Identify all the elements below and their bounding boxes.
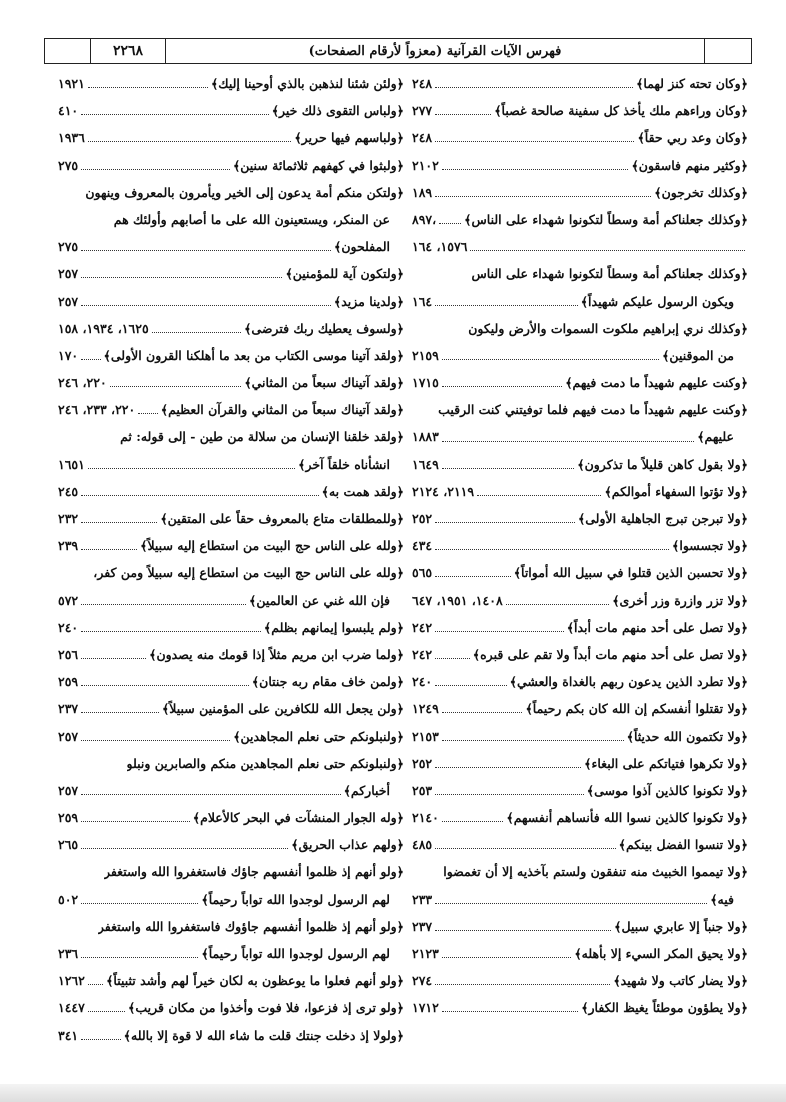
index-entry	[412, 858, 748, 912]
dot-leader	[138, 413, 158, 414]
verse-text: ﴿ولباسهم فيها حرير﴾	[294, 130, 404, 146]
verse-text: ﴿ولباس التقوى ذلك خير﴾	[271, 103, 404, 119]
verse-text: ﴿ولا جنباً إلا عابري سبيل﴾	[614, 918, 748, 934]
page-reference: ٢٤٥	[58, 483, 79, 499]
dot-leader	[442, 169, 629, 170]
page-reference: ٢٣٢	[58, 511, 79, 526]
index-entry	[58, 695, 404, 722]
index-entry	[58, 750, 404, 804]
verse-text: ﴿ولا تطرد الذين يدعون ربهم بالغداة والعشي﴾	[509, 674, 748, 690]
index-entry	[412, 233, 748, 260]
verse-text: ﴿ولا تقتلوا أنفسكم إن الله كان بكم رحيماً﴾	[525, 701, 748, 717]
dot-leader	[81, 359, 100, 360]
dot-leader	[88, 984, 103, 985]
page-title: فهرس الآيات القرآنية (معزواً لأرقام الصفحات)	[166, 39, 705, 63]
dot-leader	[435, 930, 611, 931]
dot-leader	[81, 957, 198, 958]
dot-leader	[442, 359, 659, 360]
index-entry	[58, 315, 404, 342]
verse-text: ﴿ولتكون آية للمؤمنين﴾	[285, 266, 404, 282]
dot-leader	[442, 441, 694, 442]
page-reference: ٨٩٧،	[412, 211, 437, 227]
index-entry	[58, 1022, 404, 1049]
index-entry	[58, 342, 404, 369]
dot-leader	[442, 468, 574, 469]
verse-text: ﴿وكان تحته كنز لهما﴾	[636, 76, 748, 91]
index-entry	[58, 260, 404, 287]
verse-text: ﴿ولسوف يعطيك ربك فترضى﴾	[244, 320, 404, 336]
index-entry	[58, 532, 404, 559]
dot-leader	[81, 114, 269, 115]
verse-text: ﴿ولنبلونكم حتى نعلم المجاهدين منكم والصابرين ونبلو	[126, 755, 404, 771]
index-entry	[58, 994, 404, 1021]
page-reference: ٢٥٧	[58, 728, 79, 744]
verse-text: ﴿ولا تزر وازرة وزر أخرى﴾	[612, 592, 748, 608]
verse-text: ﴿ولا تنسوا الفضل بينكم﴾	[618, 837, 748, 853]
page-reference: ١٦٥١	[58, 456, 85, 472]
page-reference: ١٧١٥	[412, 375, 439, 391]
page-reference: ١٧١٢	[412, 1000, 439, 1016]
index-entry	[412, 587, 748, 614]
index-entry	[412, 777, 748, 804]
verse-text: ﴿ولقد خلقنا الإنسان من سلالة من طين - إلى قوله: ثم	[120, 429, 404, 445]
page-reference: ١٧٠	[58, 347, 79, 363]
dot-leader	[81, 604, 246, 605]
page-reference: ١٦٤٩	[412, 456, 439, 472]
dot-leader	[435, 522, 575, 523]
verse-text: ﴿ولا تصل على أحد منهم مات أبداً﴾	[566, 619, 748, 635]
verse-text: ﴿وله الجوار المنشآت في البحر كالأعلام﴾	[192, 810, 404, 826]
verse-text: ﴿ولنبلونكم حتى نعلم المجاهدين﴾	[233, 728, 404, 744]
page-reference: ٢٥٧	[58, 293, 79, 309]
index-entry	[412, 831, 748, 858]
index-entry	[412, 994, 748, 1021]
verse-text: ﴿ولو ترى إذ فزعوا، فلا فوت وأخذوا من مكان قريب﴾	[128, 1000, 404, 1016]
page-reference: ٢٤٢	[412, 646, 433, 662]
verse-text: ﴿ولا تبرجن تبرج الجاهلية الأولى﴾	[577, 511, 748, 526]
index-entry	[58, 668, 404, 695]
page-reference: ٤٣٤	[412, 538, 433, 554]
index-entry	[58, 369, 404, 396]
page-reference: ٢٥٢	[412, 755, 433, 771]
page-reference: ٢٣٣	[412, 891, 433, 907]
page-reference: ٢٧٤	[412, 973, 433, 989]
dot-leader	[88, 1011, 125, 1012]
dot-leader	[435, 767, 581, 768]
index-entry	[412, 97, 748, 124]
verse-text: ﴿ولا يضار كاتب ولا شهيد﴾	[613, 973, 748, 989]
index-entry	[58, 478, 404, 505]
page-reference: ١٢٤٩	[412, 701, 439, 717]
page-reference: ٢١١٩، ٢١٢٤	[412, 483, 475, 499]
page-reference: ٢١٠٢	[412, 157, 439, 173]
page-reference: ٢٥٧	[58, 782, 79, 798]
page-reference: ٢١٢٣	[412, 946, 439, 961]
verse-text: ﴿ولمن خاف مقام ربه جنتان﴾	[251, 674, 404, 690]
dot-leader	[442, 957, 571, 958]
verse-text: ﴿ولتكن منكم أمة يدعون إلى الخير ويأمرون بالمعروف وينهون	[85, 184, 404, 200]
dot-leader	[506, 604, 610, 605]
index-entry	[412, 614, 748, 641]
dot-leader	[470, 250, 745, 251]
page-reference: ٢٣٧	[412, 918, 433, 934]
dot-leader	[435, 576, 511, 577]
verse-text: ﴿ولن يجعل الله للكافرين على المؤمنين سبيلاً﴾	[161, 701, 404, 717]
verse-text: ﴿ولما ضرب ابن مريم مثلاً إذا قومك منه يصدون﴾	[149, 646, 404, 662]
verse-text: ﴿وكنت عليهم شهيداً ما دمت فيهم﴾	[565, 375, 748, 391]
page-reference: ٣٤١	[58, 1027, 79, 1043]
index-entry	[58, 614, 404, 641]
page-reference: ٢٥٧	[58, 266, 79, 282]
index-entry	[412, 641, 748, 668]
dot-leader	[81, 794, 340, 795]
index-entry	[58, 396, 404, 423]
page-reference: ٢١٤٠	[412, 810, 439, 826]
dot-leader	[435, 631, 564, 632]
verse-text: ﴿وكذلك نري إبراهيم ملكوت السموات والأرض وليكون	[468, 320, 748, 336]
dot-leader	[435, 141, 634, 142]
index-entry	[58, 124, 404, 151]
verse-text: انشأناه خلقاً آخر﴾	[298, 456, 390, 472]
dot-leader	[81, 169, 230, 170]
verse-text: فيه﴾	[710, 891, 734, 907]
verse-text: ﴿ولقد آتينا موسى الكتاب من بعد ما أهلكنا القرون الأولى﴾	[103, 347, 404, 363]
dot-leader	[435, 848, 615, 849]
dot-leader	[435, 305, 578, 306]
index-entry	[412, 315, 748, 369]
dot-leader	[81, 631, 261, 632]
index-entry	[58, 913, 404, 967]
dot-leader	[81, 658, 146, 659]
dot-leader	[442, 1011, 578, 1012]
verse-text: ﴿ولا تكونوا كالذين نسوا الله فأنساهم أنفسهم﴾	[506, 810, 748, 826]
verse-text: ﴿وللمطلقات متاع بالمعروف حقاً على المتقين﴾	[160, 511, 404, 526]
dot-leader	[81, 740, 230, 741]
page-reference: ٢٥٣	[412, 782, 433, 798]
page-reference: ١٦٢٥، ١٩٣٤، ١٥٨	[58, 320, 149, 336]
verse-text: فإن الله غني عن العالمين﴾	[249, 592, 390, 608]
dot-leader	[435, 658, 470, 659]
index-entry	[412, 505, 748, 532]
verse-text: ﴿ولا تيمموا الخبيث منه تنفقون ولستم بآخذيه إلا أن تغمضوا	[443, 864, 748, 880]
page-reference: ٢٥٩	[58, 810, 79, 826]
index-entry	[412, 804, 748, 831]
page-reference: ٢٥٦	[58, 646, 79, 662]
page-reference: ٢٧٥	[58, 157, 79, 173]
dot-leader	[110, 386, 242, 387]
scan-bottom-edge	[0, 1084, 786, 1102]
page-reference: ١٦٤	[412, 293, 433, 309]
dot-leader	[442, 821, 504, 822]
verse-text: ﴿وكثير منهم فاسقون﴾	[631, 157, 748, 173]
index-column-left	[58, 70, 404, 1070]
page-reference: ٢٤٨	[412, 130, 433, 146]
verse-text: ﴿وكذلك تخرجون﴾	[654, 184, 748, 200]
index-entry	[412, 750, 748, 777]
index-entry	[58, 831, 404, 858]
dot-leader	[81, 250, 331, 251]
verse-text: ﴿ولا يحيق المكر السيء إلا بأهله﴾	[574, 946, 748, 961]
page-reference: ٢٤٨	[412, 76, 433, 91]
dot-leader	[88, 468, 295, 469]
dot-leader	[88, 87, 208, 88]
verse-text: ﴿ولا تكرهوا فتياتكم على البغاء﴾	[584, 755, 748, 771]
index-entry	[58, 152, 404, 179]
verse-text: ﴿ولله على الناس حج البيت من استطاع إليه سبيلاً ومن كفر،	[93, 565, 404, 581]
index-entry	[412, 451, 748, 478]
dot-leader	[435, 984, 610, 985]
verse-text: ﴿ولو أنهم فعلوا ما يوعظون به لكان خيراً لهم وأشد تثبيتاً﴾	[106, 973, 404, 989]
index-entry	[412, 260, 748, 314]
page-reference: ٢٤٠	[58, 619, 79, 635]
verse-text: عن المنكر، ويستعينون الله على ما أصابهم وأولئك هم	[113, 211, 390, 227]
page-reference: ٢١٥٩	[412, 347, 439, 363]
page-reference: ١٥٧٦، ١٦٤	[412, 239, 468, 255]
verse-text: ﴿ولا تكونوا كالذين آذوا موسى﴾	[586, 782, 748, 798]
index-entry	[412, 967, 748, 994]
page-reference: ٥٧٢	[58, 592, 79, 608]
verse-text: لهم الرسول لوجدوا الله تواباً رحيماً﴾	[201, 891, 390, 907]
page-reference: ٢٢٠، ٢٤٦	[58, 375, 107, 391]
dot-leader	[435, 196, 651, 197]
index-entry	[412, 478, 748, 505]
index-entry	[58, 179, 404, 261]
index-entry	[412, 124, 748, 151]
index-entry	[412, 559, 748, 586]
dot-leader	[477, 495, 601, 496]
index-entry	[412, 70, 748, 97]
index-entry	[412, 206, 748, 233]
verse-text: ﴿ولقد آتيناك سبعاً من المثاني والقرآن العظيم﴾	[160, 402, 404, 418]
dot-leader	[435, 903, 707, 904]
dot-leader	[81, 712, 159, 713]
index-entry	[58, 858, 404, 912]
dot-leader	[81, 549, 137, 550]
page-reference: ١٨٩	[412, 184, 433, 200]
index-entry	[58, 423, 404, 477]
dot-leader	[81, 1039, 121, 1040]
page-reference: ١٨٨٣	[412, 429, 439, 445]
verse-text: ﴿ولهم عذاب الحريق﴾	[291, 837, 404, 853]
verse-text: ﴿ولا يطؤون موطئاً يغيظ الكفار﴾	[581, 1000, 748, 1016]
page-reference: ٥٦٥	[412, 565, 433, 581]
dot-leader	[442, 386, 562, 387]
verse-text: ﴿ولبثوا في كهفهم ثلاثمائة سنين﴾	[232, 157, 404, 173]
page-reference: ٢٥٢	[412, 511, 433, 526]
page-reference: ٤١٠	[58, 103, 79, 119]
page-reference: ٢٦٥	[58, 837, 79, 853]
dot-leader	[435, 87, 633, 88]
verse-text: ﴿وكذلك جعلناكم أمة وسطاً لتكونوا شهداء على الناس﴾	[464, 211, 748, 227]
page-reference: ٢٢٠، ٢٣٣، ٢٤٦	[58, 402, 136, 418]
index-entry	[412, 723, 748, 750]
verse-text: ﴿وكان وراءهم ملك يأخذ كل سفينة صالحة غصباً﴾	[494, 103, 748, 119]
index-entry	[412, 369, 748, 396]
verse-text: عليهم﴾	[697, 429, 734, 445]
dot-leader	[442, 740, 624, 741]
verse-text: ﴿ولقد آتيناك سبعاً من المثاني﴾	[244, 375, 404, 391]
verse-text: ﴿ولقد همت به﴾	[321, 483, 404, 499]
index-entry	[412, 913, 748, 940]
page-reference: ٥٠٢	[58, 891, 79, 907]
dot-leader	[81, 495, 318, 496]
index-entry	[412, 396, 748, 450]
verse-text: ﴿ولا تصل على أحد منهم مات أبداً ولا تقم على قبره﴾	[472, 646, 748, 662]
index-entry	[58, 70, 404, 97]
verse-text: ﴿وكذلك جعلناكم أمة وسطاً لتكونوا شهداء على الناس	[471, 266, 748, 282]
dot-leader	[81, 277, 282, 278]
dot-leader	[81, 305, 331, 306]
page-reference: ٢٧٧	[412, 103, 433, 119]
page-reference: ٢٤٢	[412, 619, 433, 635]
page-reference: ٢١٥٣	[412, 728, 439, 744]
index-entry	[58, 723, 404, 750]
page-reference: ١٤٤٧	[58, 1000, 85, 1016]
dot-leader	[435, 685, 507, 686]
page-reference: ٤٨٥	[412, 837, 433, 853]
header-empty-cell-right	[705, 39, 751, 63]
index-entry	[412, 940, 748, 967]
verse-text: المفلحون﴾	[334, 239, 390, 255]
verse-text: ﴿ولم يلبسوا إيمانهم بظلم﴾	[263, 619, 404, 635]
dot-leader	[435, 549, 669, 550]
verse-text: ﴿ولا بقول كاهن قليلاً ما تذكرون﴾	[577, 456, 748, 472]
index-entry	[58, 641, 404, 668]
verse-text: ﴿ولدينا مزيد﴾	[333, 293, 404, 309]
verse-text: أخباركم﴾	[343, 782, 390, 798]
index-entry	[412, 532, 748, 559]
page-reference: ٢٥٩	[58, 674, 79, 690]
page-reference: ٢٣٧	[58, 701, 79, 717]
index-entry	[58, 97, 404, 124]
index-entry	[58, 967, 404, 994]
verse-text: ﴿ولا تؤتوا السفهاء أموالكم﴾	[604, 483, 748, 499]
verse-text: ﴿ولئن شئنا لنذهبن بالذي أوحينا إليك﴾	[210, 76, 404, 91]
page-reference: ١٩٢١	[58, 76, 85, 91]
verse-text: ﴿وكان وعد ربي حقاً﴾	[637, 130, 748, 146]
page-reference: ٢٧٥	[58, 239, 79, 255]
verse-text: ﴿ولو أنهم إذ ظلموا أنفسهم جاؤوك فاستغفروا الله واستغفر	[97, 918, 404, 934]
page-reference: ٢٣٩	[58, 538, 79, 554]
index-entry	[412, 179, 748, 206]
dot-leader	[152, 332, 241, 333]
page-reference: ١٢٦٢	[58, 973, 85, 989]
verse-text: ﴿ولو أنهم إذ ظلموا أنفسهم جاؤك فاستغفروا الله واستغفر	[103, 864, 404, 880]
page-reference: ٢٣٦	[58, 946, 79, 961]
verse-text: ﴿ولا تجسسوا﴾	[672, 538, 748, 554]
index-entry	[412, 668, 748, 695]
verse-text: ﴿ولله على الناس حج البيت من استطاع إليه سبيلاً﴾	[140, 538, 404, 554]
index-entry	[58, 288, 404, 315]
index-entry	[58, 559, 404, 613]
dot-leader	[435, 114, 491, 115]
dot-leader	[439, 223, 461, 224]
dot-leader	[81, 685, 249, 686]
index-entry	[58, 804, 404, 831]
dot-leader	[442, 712, 523, 713]
dot-leader	[81, 848, 288, 849]
dot-leader	[81, 903, 198, 904]
dot-leader	[88, 141, 291, 142]
verse-text: ﴿ولا تكتمون الله حديثاً﴾	[626, 728, 748, 744]
verse-text: ﴿ولا تحسبن الذين قتلوا في سبيل الله أمواتاً﴾	[513, 565, 748, 581]
verse-text: ويكون الرسول عليكم شهيداً﴾	[580, 293, 734, 309]
page-reference: ١٩٣٦	[58, 130, 85, 146]
index-entry	[58, 505, 404, 532]
header-empty-cell-left	[45, 39, 91, 63]
page-reference: ٢٤٠	[412, 674, 433, 690]
index-entry	[412, 695, 748, 722]
dot-leader	[81, 522, 157, 523]
dot-leader	[81, 821, 190, 822]
verse-text: ﴿وكنت عليهم شهيداً ما دمت فيهم فلما توفيتني كنت الرقيب	[438, 402, 748, 418]
page-header	[44, 38, 752, 64]
dot-leader	[435, 794, 584, 795]
verse-text: من الموقنين﴾	[662, 347, 734, 363]
page-number: ٢٢٦٨	[91, 39, 166, 63]
index-column-right	[412, 70, 748, 1070]
verse-text: لهم الرسول لوجدوا الله تواباً رحيماً﴾	[201, 946, 390, 961]
verse-text: ﴿ولولا إذ دخلت جنتك قلت ما شاء الله لا قوة إلا بالله﴾	[123, 1027, 404, 1043]
index-entry	[412, 152, 748, 179]
page-reference: ١٤٠٨، ١٩٥١، ٦٤٧	[412, 592, 503, 608]
